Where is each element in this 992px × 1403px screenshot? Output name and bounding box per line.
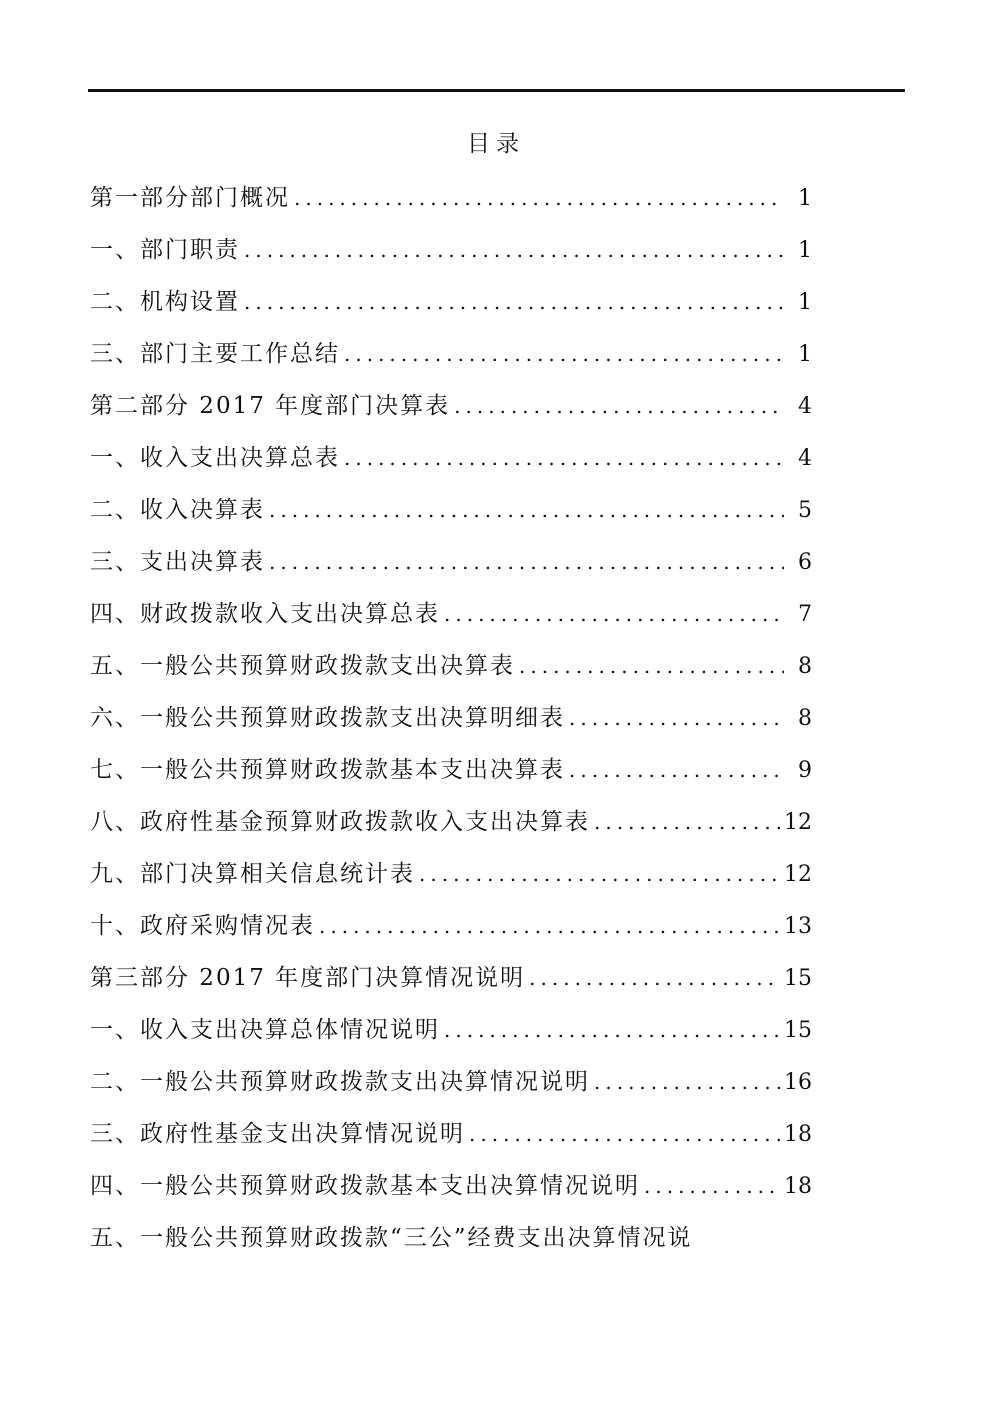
toc-dot-leader <box>269 544 784 580</box>
header-rule <box>88 89 905 92</box>
toc-entry-page: 4 <box>798 394 812 419</box>
toc-dot-leader <box>594 1064 780 1100</box>
toc-dot-leader <box>569 700 784 736</box>
toc-entry-label: 三、部门主要工作总结 <box>90 341 340 367</box>
toc-title: 目录 <box>467 131 525 157</box>
toc-dot-leader <box>344 440 784 476</box>
toc-entry-page: 15 <box>784 1018 812 1043</box>
toc-entry[interactable] <box>90 596 812 648</box>
toc-dot-leader <box>419 856 780 892</box>
toc-entry[interactable] <box>90 960 812 1012</box>
toc-entry-page: 4 <box>798 446 812 471</box>
toc-entry[interactable] <box>90 388 812 440</box>
toc-entry-label: 五、一般公共预算财政拨款“三公”经费支出决算情况说 <box>90 1225 693 1251</box>
table-of-contents <box>90 180 812 1272</box>
toc-entry-page: 7 <box>798 602 812 627</box>
toc-entry-page: 15 <box>784 966 812 991</box>
toc-dot-leader <box>444 596 784 632</box>
toc-entry[interactable] <box>90 544 812 596</box>
toc-entry-label: 四、财政拨款收入支出决算总表 <box>90 601 440 627</box>
toc-entry-label: 第一部分部门概况 <box>90 185 290 211</box>
toc-dot-leader <box>244 232 784 268</box>
toc-entry[interactable] <box>90 856 812 908</box>
toc-entry-label: 三、支出决算表 <box>90 549 265 575</box>
toc-entry[interactable] <box>90 440 812 492</box>
toc-dot-leader <box>519 648 784 684</box>
toc-entry-label: 一、部门职责 <box>90 237 240 263</box>
toc-entry[interactable] <box>90 1220 812 1272</box>
toc-entry[interactable] <box>90 1116 812 1168</box>
toc-entry-label: 三、政府性基金支出决算情况说明 <box>90 1121 465 1147</box>
toc-entry-label: 四、一般公共预算财政拨款基本支出决算情况说明 <box>90 1173 640 1199</box>
toc-entry[interactable] <box>90 284 812 336</box>
toc-entry-page: 9 <box>798 758 812 783</box>
toc-entry-label: 十、政府采购情况表 <box>90 913 315 939</box>
toc-entry-label: 二、机构设置 <box>90 289 240 315</box>
toc-entry-page: 1 <box>798 186 812 211</box>
toc-entry[interactable] <box>90 180 812 232</box>
toc-dot-leader <box>344 336 784 372</box>
toc-entry-label: 一、收入支出决算总体情况说明 <box>90 1017 440 1043</box>
toc-entry-page: 16 <box>784 1070 812 1095</box>
toc-dot-leader <box>454 388 784 424</box>
toc-entry-page: 12 <box>784 810 812 835</box>
toc-entry-label: 九、部门决算相关信息统计表 <box>90 861 415 887</box>
toc-entry-page: 13 <box>784 914 812 939</box>
toc-entry-label: 七、一般公共预算财政拨款基本支出决算表 <box>90 757 565 783</box>
toc-entry[interactable] <box>90 908 812 960</box>
toc-dot-leader <box>269 492 784 528</box>
toc-dot-leader <box>444 1012 780 1048</box>
toc-entry[interactable] <box>90 492 812 544</box>
toc-entry-page: 8 <box>798 706 812 731</box>
toc-entry-page: 6 <box>798 550 812 575</box>
toc-entry[interactable] <box>90 336 812 388</box>
toc-dot-leader <box>529 960 780 996</box>
toc-entry-label: 八、政府性基金预算财政拨款收入支出决算表 <box>90 809 590 835</box>
toc-entry-page: 18 <box>784 1122 812 1147</box>
toc-entry-page: 1 <box>798 342 812 367</box>
toc-entry-page: 12 <box>784 862 812 887</box>
toc-entry-label: 第三部分 2017 年度部门决算情况说明 <box>90 965 526 991</box>
toc-entry[interactable] <box>90 804 812 856</box>
toc-entry[interactable] <box>90 1168 812 1220</box>
toc-entry-page: 5 <box>798 498 812 523</box>
toc-entry-page: 1 <box>798 238 812 263</box>
toc-entry-label: 一、收入支出决算总表 <box>90 445 340 471</box>
toc-entry[interactable] <box>90 700 812 752</box>
toc-entry[interactable] <box>90 648 812 700</box>
toc-entry-label: 六、一般公共预算财政拨款支出决算明细表 <box>90 705 565 731</box>
toc-entry[interactable] <box>90 232 812 284</box>
toc-dot-leader <box>594 804 780 840</box>
toc-dot-leader <box>469 1116 780 1152</box>
toc-dot-leader <box>294 180 784 216</box>
toc-entry[interactable] <box>90 1012 812 1064</box>
toc-entry[interactable] <box>90 752 812 804</box>
toc-dot-leader <box>244 284 784 320</box>
toc-dot-leader <box>569 752 784 788</box>
toc-entry-label: 二、一般公共预算财政拨款支出决算情况说明 <box>90 1069 590 1095</box>
toc-entry-page: 18 <box>784 1174 812 1199</box>
toc-entry-label: 五、一般公共预算财政拨款支出决算表 <box>90 653 515 679</box>
toc-dot-leader <box>319 908 780 944</box>
toc-entry-label: 第二部分 2017 年度部门决算表 <box>90 393 451 419</box>
toc-dot-leader <box>644 1168 780 1204</box>
toc-entry-page: 1 <box>798 290 812 315</box>
toc-entry[interactable] <box>90 1064 812 1116</box>
toc-entry-label: 二、收入决算表 <box>90 497 265 523</box>
toc-entry-page: 8 <box>798 654 812 679</box>
